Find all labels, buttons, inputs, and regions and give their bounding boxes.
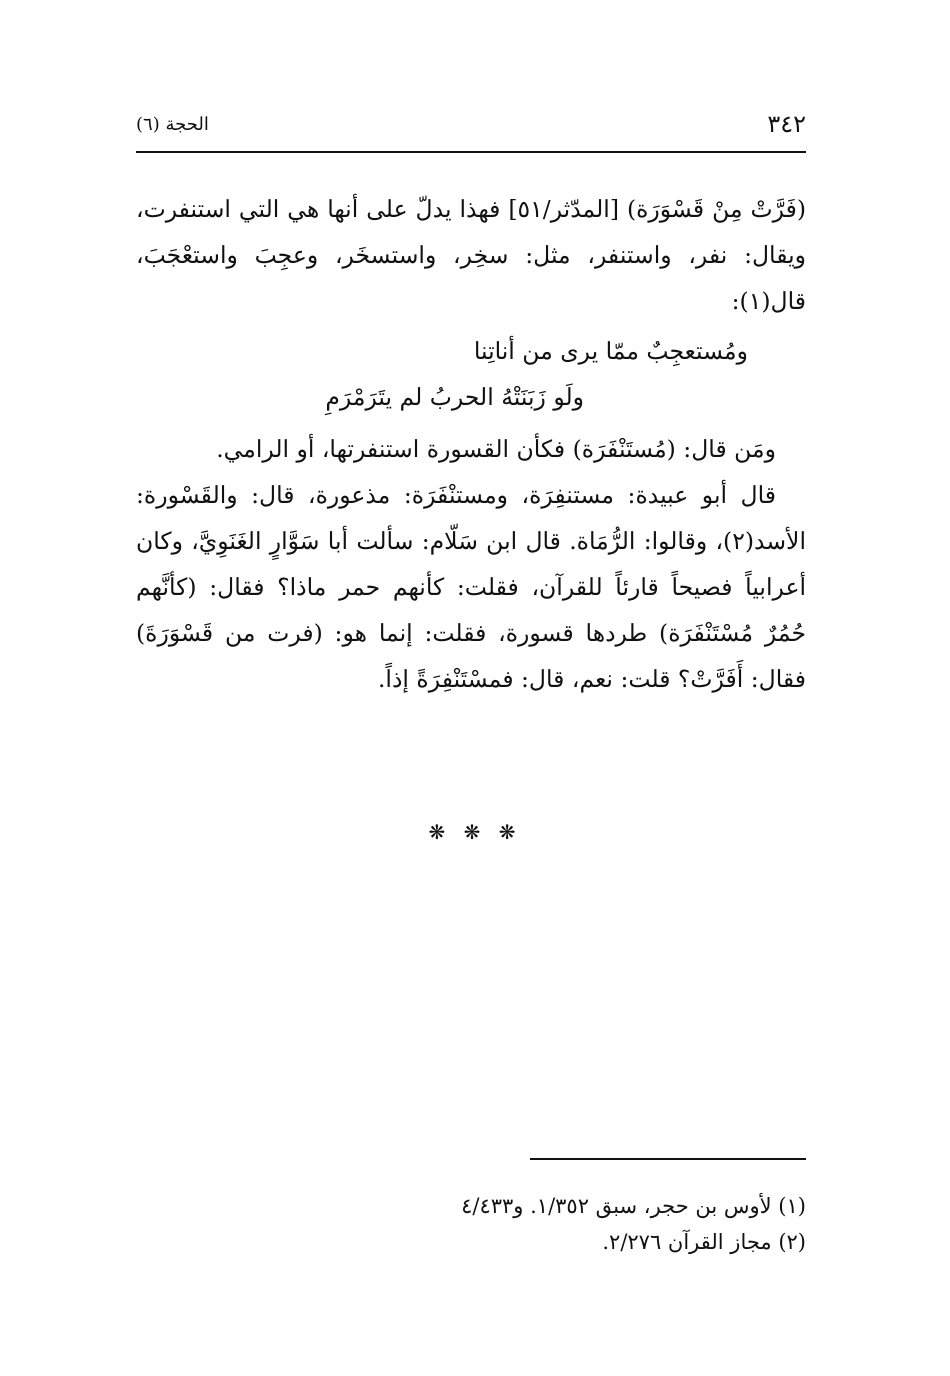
poem-hemistich-1: ومُستعجِبٌ ممّا يرى من أناتِنا <box>473 337 748 365</box>
poem-hemistich-2: ولَو زَبَنَتْهُ الحربُ لم يتَرَمْرَمِ <box>325 383 584 411</box>
paragraph-3: قال أبو عبيدة: مستنفِرَة، ومستنْفَرَة: مذعورة، قال: والقَسْورة: الأسد(٢)، وقالوا: الرُّمَاة. قال ابن سَلّام: سألت أبا سَوَّارٍ الغَنَوِيَّ، وكان أعرابياً فصيحاً قارئاً للقرآن، فقلت: كأنهم حمر ماذا؟ فقال: (كأنَّهم حُمُرٌ مُسْتَنْفَرَة) طردها قسورة، فقلت: إنما هو: (فرت من قَسْوَرَةَ) فقال: أَفَرَّتْ؟ قلت: نعم، قال: فمسْتَنْفِرَةً إذاً. <box>136 481 806 693</box>
header-rule <box>136 151 806 153</box>
page-number: ٣٤٢ <box>767 110 806 138</box>
section-separator: ❋ ❋ ❋ <box>428 820 522 844</box>
main-text <box>136 186 806 702</box>
running-title: الحجة (٦) <box>136 114 209 135</box>
footnote-2: (٢) مجاز القرآن ٢/٢٧٦. <box>602 1230 806 1254</box>
poem-verse <box>136 328 806 420</box>
footnotes <box>136 1188 806 1260</box>
paragraph-1: (فَرَّتْ مِنْ قَسْوَرَة) [المدّثر/٥١] فهذا يدلّ على أنها هي التي استنفرت، ويقال: نفر، واستنفر، مثل: سخِر، واستسخَر، وعجِبَ واستعْجَبَ، قال(١): <box>136 195 806 315</box>
poem-line-1 <box>136 328 806 374</box>
page-header <box>136 108 806 148</box>
footnote-rule <box>530 1158 806 1160</box>
footnote-1: (١) لأوس بن حجر، سبق ١/٣٥٢. و٤/٤٣٣ <box>461 1194 806 1218</box>
paragraph-2: ومَن قال: (مُستَنْفَرَة) فكأن القسورة استنفرتها، أو الرامي. <box>216 435 776 463</box>
poem-line-2 <box>136 374 806 420</box>
